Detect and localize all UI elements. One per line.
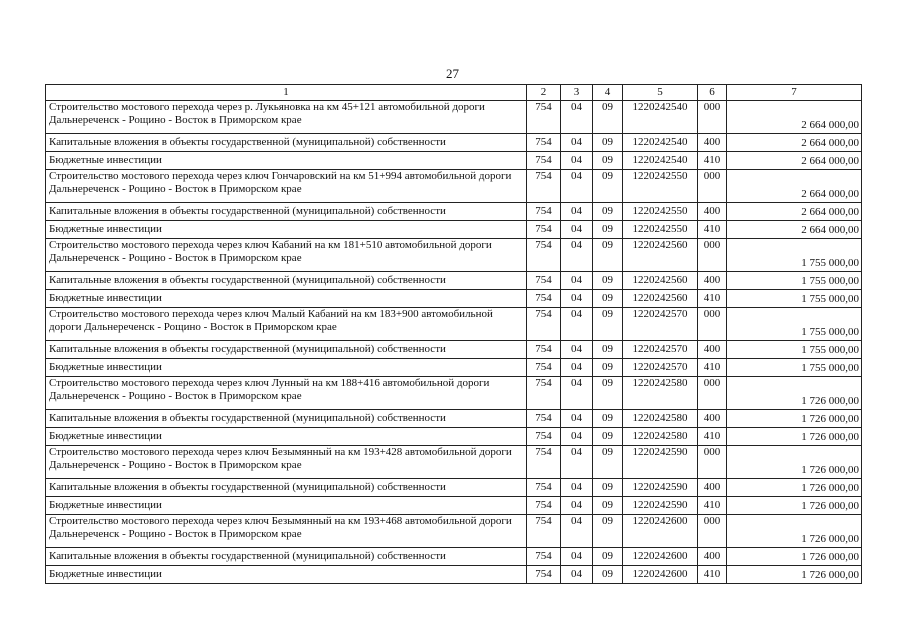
ministry-code-cell: 754 — [527, 341, 561, 359]
section-code-cell: 04 — [561, 152, 593, 170]
subsection-code-cell: 09 — [593, 239, 623, 272]
item-name-cell: Капитальные вложения в объекты государственной (муниципальной) собственности — [46, 203, 527, 221]
ministry-code-cell: 754 — [527, 479, 561, 497]
subsection-code-cell: 09 — [593, 428, 623, 446]
amount-cell: 1 726 000,00 — [727, 446, 862, 479]
target-code-cell: 1220242580 — [623, 428, 698, 446]
subsection-code-cell: 09 — [593, 566, 623, 584]
expense-type-cell: 410 — [698, 497, 727, 515]
ministry-code-cell: 754 — [527, 566, 561, 584]
section-code-cell: 04 — [561, 479, 593, 497]
amount-cell: 2 664 000,00 — [727, 170, 862, 203]
item-name-cell: Строительство мостового перехода через ключ Гончаровский на км 51+994 автомобильной дороги Дальнереченск - Рощино - Восток в Приморском крае — [46, 170, 527, 203]
ministry-code-cell: 754 — [527, 548, 561, 566]
table-row — [46, 548, 862, 566]
expense-type-cell: 000 — [698, 515, 727, 548]
ministry-code-cell: 754 — [527, 152, 561, 170]
section-code-cell: 04 — [561, 428, 593, 446]
section-code-cell: 04 — [561, 134, 593, 152]
item-name-cell: Капитальные вложения в объекты государственной (муниципальной) собственности — [46, 272, 527, 290]
table-row — [46, 203, 862, 221]
expense-type-cell: 000 — [698, 170, 727, 203]
table-row — [46, 101, 862, 134]
target-code-cell: 1220242570 — [623, 341, 698, 359]
table-row — [46, 479, 862, 497]
table-row — [46, 308, 862, 341]
amount-cell: 2 664 000,00 — [727, 221, 862, 239]
expense-type-cell: 410 — [698, 221, 727, 239]
target-code-cell: 1220242590 — [623, 446, 698, 479]
amount-cell: 2 664 000,00 — [727, 203, 862, 221]
amount-cell: 1 726 000,00 — [727, 548, 862, 566]
amount-cell: 1 726 000,00 — [727, 428, 862, 446]
item-name-cell: Капитальные вложения в объекты государственной (муниципальной) собственности — [46, 134, 527, 152]
expense-type-cell: 400 — [698, 410, 727, 428]
amount-cell: 1 726 000,00 — [727, 410, 862, 428]
target-code-cell: 1220242590 — [623, 497, 698, 515]
target-code-cell: 1220242550 — [623, 221, 698, 239]
table-row — [46, 515, 862, 548]
section-code-cell: 04 — [561, 341, 593, 359]
column-header: 2 — [527, 85, 561, 101]
target-code-cell: 1220242540 — [623, 134, 698, 152]
subsection-code-cell: 09 — [593, 221, 623, 239]
subsection-code-cell: 09 — [593, 377, 623, 410]
section-code-cell: 04 — [561, 290, 593, 308]
expense-type-cell: 400 — [698, 341, 727, 359]
subsection-code-cell: 09 — [593, 272, 623, 290]
item-name-cell: Строительство мостового перехода через ключ Безымянный на км 193+428 автомобильной дороги Дальнереченск - Рощино - Восток в Приморском крае — [46, 446, 527, 479]
subsection-code-cell: 09 — [593, 152, 623, 170]
target-code-cell: 1220242560 — [623, 239, 698, 272]
item-name-cell: Бюджетные инвестиции — [46, 566, 527, 584]
ministry-code-cell: 754 — [527, 170, 561, 203]
expense-type-cell: 400 — [698, 134, 727, 152]
ministry-code-cell: 754 — [527, 359, 561, 377]
amount-cell: 2 664 000,00 — [727, 134, 862, 152]
section-code-cell: 04 — [561, 239, 593, 272]
item-name-cell: Бюджетные инвестиции — [46, 428, 527, 446]
ministry-code-cell: 754 — [527, 272, 561, 290]
section-code-cell: 04 — [561, 446, 593, 479]
amount-cell: 1 755 000,00 — [727, 239, 862, 272]
item-name-cell: Бюджетные инвестиции — [46, 221, 527, 239]
section-code-cell: 04 — [561, 359, 593, 377]
table-row — [46, 410, 862, 428]
ministry-code-cell: 754 — [527, 134, 561, 152]
ministry-code-cell: 754 — [527, 410, 561, 428]
section-code-cell: 04 — [561, 497, 593, 515]
section-code-cell: 04 — [561, 308, 593, 341]
expense-type-cell: 400 — [698, 203, 727, 221]
item-name-cell: Бюджетные инвестиции — [46, 290, 527, 308]
amount-cell: 1 755 000,00 — [727, 290, 862, 308]
table-row — [46, 170, 862, 203]
section-code-cell: 04 — [561, 221, 593, 239]
column-header: 7 — [727, 85, 862, 101]
expense-type-cell: 000 — [698, 101, 727, 134]
ministry-code-cell: 754 — [527, 239, 561, 272]
subsection-code-cell: 09 — [593, 479, 623, 497]
table-row — [46, 239, 862, 272]
table-row — [46, 134, 862, 152]
subsection-code-cell: 09 — [593, 308, 623, 341]
ministry-code-cell: 754 — [527, 377, 561, 410]
expense-type-cell: 000 — [698, 377, 727, 410]
expense-type-cell: 410 — [698, 152, 727, 170]
target-code-cell: 1220242580 — [623, 410, 698, 428]
expense-type-cell: 410 — [698, 428, 727, 446]
item-name-cell: Капитальные вложения в объекты государственной (муниципальной) собственности — [46, 341, 527, 359]
item-name-cell: Строительство мостового перехода через ключ Малый Кабаний на км 183+900 автомобильной дороги Дальнереченск - Рощино - Восток в Приморском крае — [46, 308, 527, 341]
item-name-cell: Строительство мостового перехода через р. Лукьяновка на км 45+121 автомобильной дороги Дальнереченск - Рощино - Восток в Приморском крае — [46, 101, 527, 134]
target-code-cell: 1220242550 — [623, 203, 698, 221]
table-row — [46, 359, 862, 377]
budget-table — [45, 84, 862, 584]
subsection-code-cell: 09 — [593, 170, 623, 203]
amount-cell: 1 726 000,00 — [727, 515, 862, 548]
subsection-code-cell: 09 — [593, 497, 623, 515]
subsection-code-cell: 09 — [593, 515, 623, 548]
target-code-cell: 1220242600 — [623, 566, 698, 584]
amount-cell: 1 726 000,00 — [727, 566, 862, 584]
item-name-cell: Капитальные вложения в объекты государственной (муниципальной) собственности — [46, 479, 527, 497]
amount-cell: 1 755 000,00 — [727, 308, 862, 341]
subsection-code-cell: 09 — [593, 101, 623, 134]
target-code-cell: 1220242570 — [623, 308, 698, 341]
ministry-code-cell: 754 — [527, 221, 561, 239]
section-code-cell: 04 — [561, 170, 593, 203]
subsection-code-cell: 09 — [593, 548, 623, 566]
expense-type-cell: 410 — [698, 359, 727, 377]
amount-cell: 2 664 000,00 — [727, 152, 862, 170]
ministry-code-cell: 754 — [527, 290, 561, 308]
ministry-code-cell: 754 — [527, 428, 561, 446]
amount-cell: 1 755 000,00 — [727, 272, 862, 290]
column-header: 3 — [561, 85, 593, 101]
expense-type-cell: 410 — [698, 290, 727, 308]
section-code-cell: 04 — [561, 410, 593, 428]
column-header: 1 — [46, 85, 527, 101]
target-code-cell: 1220242580 — [623, 377, 698, 410]
subsection-code-cell: 09 — [593, 341, 623, 359]
table-row — [46, 377, 862, 410]
ministry-code-cell: 754 — [527, 515, 561, 548]
table-row — [46, 428, 862, 446]
subsection-code-cell: 09 — [593, 446, 623, 479]
target-code-cell: 1220242540 — [623, 152, 698, 170]
amount-cell: 2 664 000,00 — [727, 101, 862, 134]
expense-type-cell: 000 — [698, 308, 727, 341]
item-name-cell: Строительство мостового перехода через ключ Безымянный на км 193+468 автомобильной дороги Дальнереченск - Рощино - Восток в Приморском крае — [46, 515, 527, 548]
section-code-cell: 04 — [561, 272, 593, 290]
item-name-cell: Строительство мостового перехода через ключ Кабаний на км 181+510 автомобильной дороги Дальнереченск - Рощино - Восток в Приморском крае — [46, 239, 527, 272]
ministry-code-cell: 754 — [527, 101, 561, 134]
item-name-cell: Строительство мостового перехода через ключ Лунный на км 188+416 автомобильной дороги Дальнереченск - Рощино - Восток в Приморском крае — [46, 377, 527, 410]
column-header: 6 — [698, 85, 727, 101]
table-row — [46, 221, 862, 239]
ministry-code-cell: 754 — [527, 497, 561, 515]
item-name-cell: Бюджетные инвестиции — [46, 359, 527, 377]
ministry-code-cell: 754 — [527, 203, 561, 221]
subsection-code-cell: 09 — [593, 359, 623, 377]
table-body — [46, 101, 862, 584]
target-code-cell: 1220242590 — [623, 479, 698, 497]
target-code-cell: 1220242550 — [623, 170, 698, 203]
subsection-code-cell: 09 — [593, 410, 623, 428]
target-code-cell: 1220242560 — [623, 272, 698, 290]
amount-cell: 1 726 000,00 — [727, 377, 862, 410]
item-name-cell: Бюджетные инвестиции — [46, 497, 527, 515]
ministry-code-cell: 754 — [527, 308, 561, 341]
item-name-cell: Капитальные вложения в объекты государственной (муниципальной) собственности — [46, 548, 527, 566]
target-code-cell: 1220242570 — [623, 359, 698, 377]
expense-type-cell: 400 — [698, 479, 727, 497]
table-row — [46, 341, 862, 359]
section-code-cell: 04 — [561, 101, 593, 134]
ministry-code-cell: 754 — [527, 446, 561, 479]
item-name-cell: Капитальные вложения в объекты государственной (муниципальной) собственности — [46, 410, 527, 428]
section-code-cell: 04 — [561, 203, 593, 221]
header-row — [46, 85, 862, 101]
expense-type-cell: 000 — [698, 239, 727, 272]
page-number: 27 — [446, 66, 459, 81]
table-row — [46, 446, 862, 479]
section-code-cell: 04 — [561, 377, 593, 410]
table-row — [46, 290, 862, 308]
expense-type-cell: 400 — [698, 548, 727, 566]
target-code-cell: 1220242600 — [623, 515, 698, 548]
section-code-cell: 04 — [561, 566, 593, 584]
subsection-code-cell: 09 — [593, 203, 623, 221]
target-code-cell: 1220242560 — [623, 290, 698, 308]
table-row — [46, 152, 862, 170]
subsection-code-cell: 09 — [593, 134, 623, 152]
table-row — [46, 566, 862, 584]
target-code-cell: 1220242540 — [623, 101, 698, 134]
target-code-cell: 1220242600 — [623, 548, 698, 566]
amount-cell: 1 755 000,00 — [727, 341, 862, 359]
amount-cell: 1 726 000,00 — [727, 497, 862, 515]
section-code-cell: 04 — [561, 548, 593, 566]
table-row — [46, 497, 862, 515]
amount-cell: 1 726 000,00 — [727, 479, 862, 497]
column-header: 4 — [593, 85, 623, 101]
expense-type-cell: 410 — [698, 566, 727, 584]
expense-type-cell: 400 — [698, 272, 727, 290]
amount-cell: 1 755 000,00 — [727, 359, 862, 377]
column-header: 5 — [623, 85, 698, 101]
expense-type-cell: 000 — [698, 446, 727, 479]
subsection-code-cell: 09 — [593, 290, 623, 308]
table-row — [46, 272, 862, 290]
section-code-cell: 04 — [561, 515, 593, 548]
item-name-cell: Бюджетные инвестиции — [46, 152, 527, 170]
